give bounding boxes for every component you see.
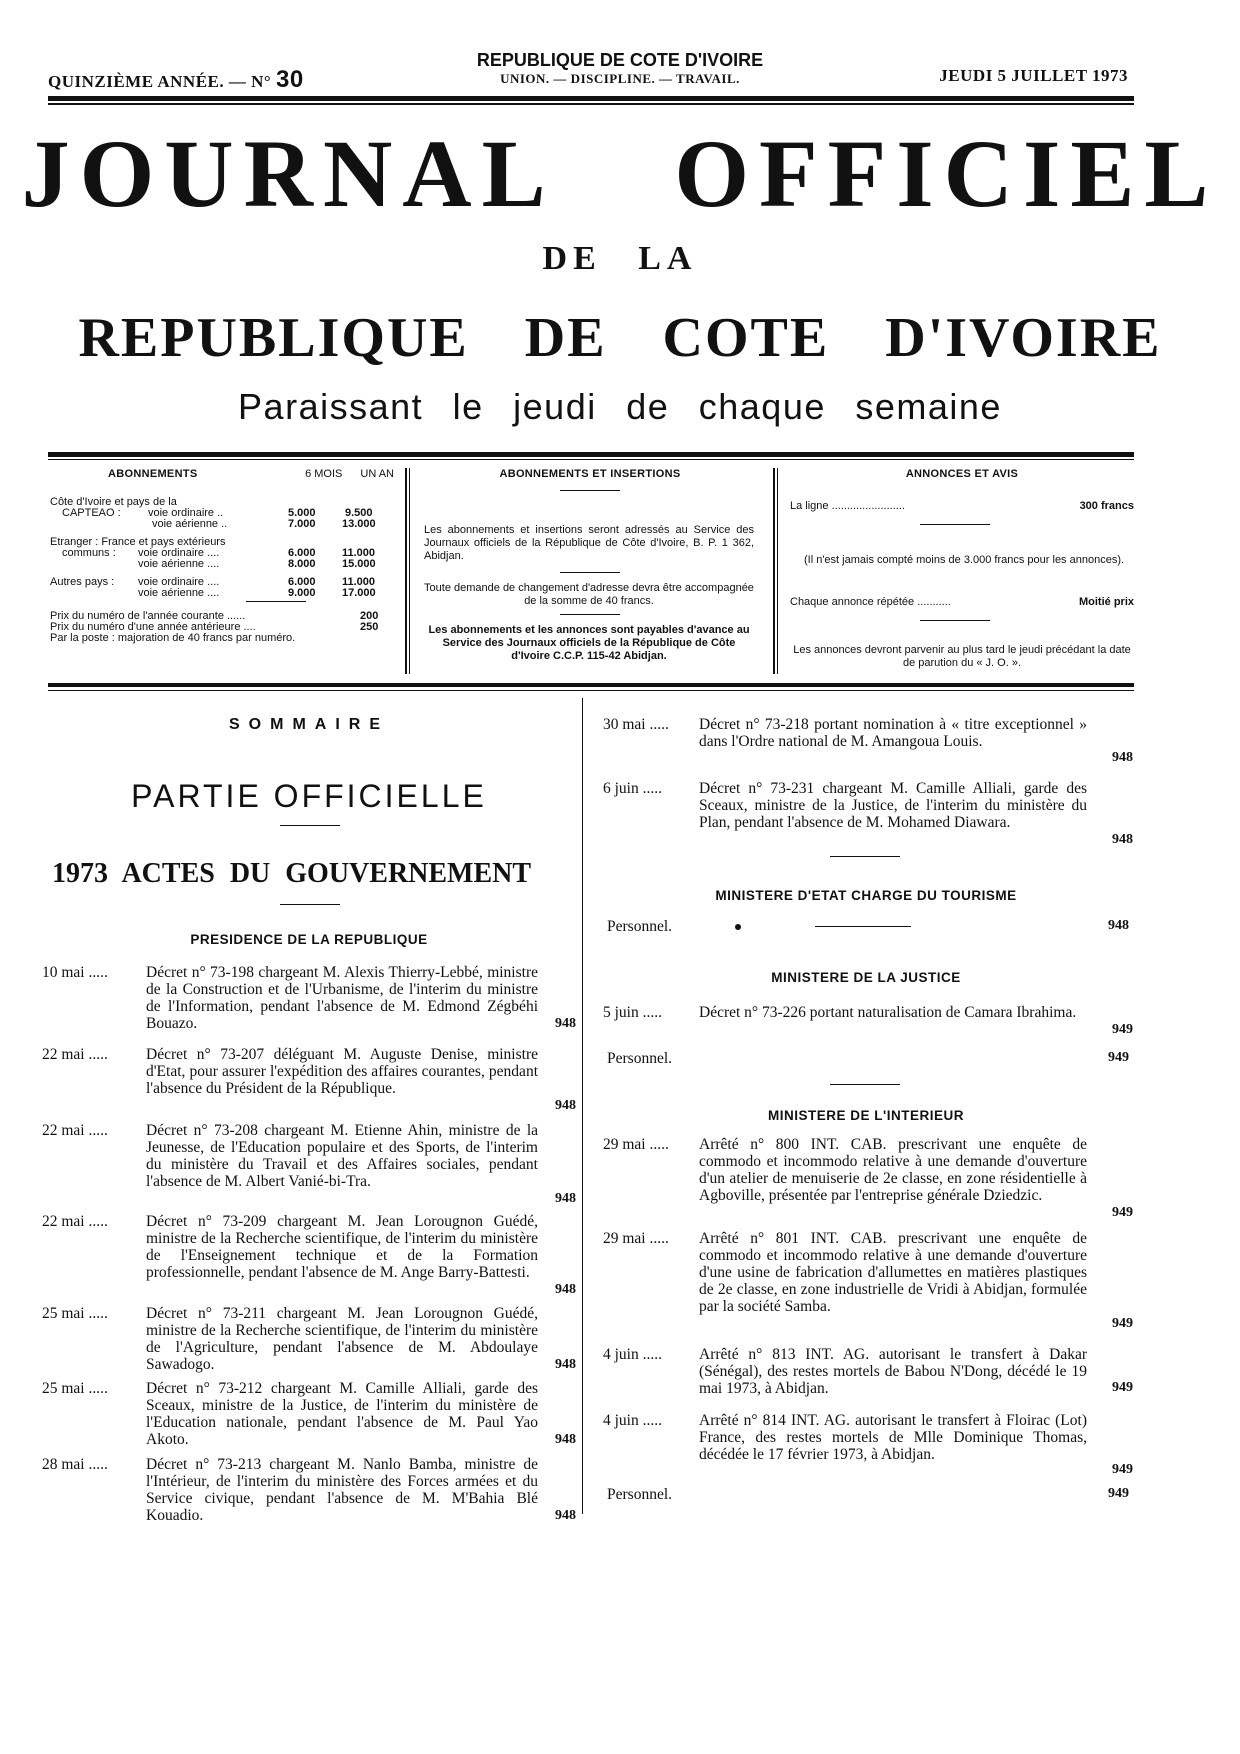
tourisme-personnel: Personnel. bbox=[607, 918, 673, 935]
motto: UNION. — DISCIPLINE. — TRAVAIL. bbox=[500, 71, 740, 86]
interieur-personnel-page: 949 bbox=[1108, 1486, 1129, 1501]
entry-text: Décret n° 73-226 portant naturalisation de Camara Ibrahima. bbox=[699, 1004, 1077, 1021]
annonces-panel bbox=[790, 468, 1134, 676]
post-note: Par la poste : majoration de 40 francs par numéro. bbox=[50, 632, 296, 644]
presidence-head: PRESIDENCE DE LA REPUBLIQUE bbox=[190, 932, 428, 947]
entry-page: 948 bbox=[555, 1191, 576, 1206]
tagline: Paraissant le jeudi de chaque semaine bbox=[238, 386, 1002, 427]
sommaire-entry bbox=[603, 1346, 1133, 1396]
price-2-label: Prix du numéro d'une année antérieure .... bbox=[50, 621, 256, 633]
minimum-note: (Il n'est jamais compté moins de 3.000 francs pour les annonces). bbox=[804, 554, 1125, 566]
divider bbox=[830, 856, 900, 857]
repeat-price: Moitié prix bbox=[1078, 596, 1134, 608]
tourisme-page: 948 bbox=[1108, 918, 1129, 933]
sommaire-entry bbox=[603, 1412, 1133, 1478]
repeat-label: Chaque annonce répétée ........... bbox=[790, 596, 951, 608]
entry-text: Arrêté n° 814 INT. AG. autorisant le transfert à Floirac (Lot) France, des restes mortels de Mlle Dominique Thomas, décédée le 17 février 1973, à Abidjan. bbox=[699, 1412, 1087, 1463]
entry-date: 4 juin ..... bbox=[603, 1412, 662, 1429]
divider bbox=[920, 620, 990, 621]
zone2-label: Etranger : France et pays extérieurs bbox=[50, 536, 226, 548]
divider bbox=[560, 572, 620, 573]
rate-5-label: voie ordinaire .... bbox=[138, 576, 220, 588]
divider bbox=[246, 601, 306, 602]
entry-date: 25 mai ..... bbox=[42, 1305, 108, 1322]
entry-date: 6 juin ..... bbox=[603, 780, 662, 797]
divider bbox=[560, 614, 620, 615]
box-divider-1 bbox=[405, 468, 407, 674]
divider bbox=[280, 825, 340, 826]
entry-page: 949 bbox=[1112, 1316, 1133, 1331]
divider bbox=[920, 524, 990, 525]
box-rule-bottom bbox=[48, 683, 1134, 687]
sommaire-title: SOMMAIRE bbox=[229, 716, 389, 733]
entry-text: Décret n° 73-211 chargeant M. Jean Lorougnon Guédé, ministre de la Recherche scientifique, de l'interim du ministère de l'Agriculture, pendant l'absence de M. Abdoulaye Sawadogo. bbox=[146, 1305, 538, 1373]
entry-page: 948 bbox=[555, 1016, 576, 1031]
col-6-months: 6 MOIS bbox=[305, 468, 343, 480]
justice-personnel: Personnel. bbox=[607, 1050, 673, 1067]
rate-4-label: voie aérienne .... bbox=[138, 558, 220, 570]
rate-5-1y: 11.000 bbox=[342, 576, 376, 588]
entry-date: 25 mai ..... bbox=[42, 1380, 108, 1397]
zone3-sub: Autres pays : bbox=[50, 576, 115, 588]
journal-title: JOURNAL OFFICIEL bbox=[21, 120, 1219, 227]
rate-3-6m: 6.000 bbox=[288, 547, 316, 559]
entry-page: 948 bbox=[555, 1432, 576, 1447]
bullet-icon bbox=[735, 924, 741, 930]
issue-date: JEUDI 5 JUILLET 1973 bbox=[939, 66, 1128, 85]
rate-6-6m: 9.000 bbox=[288, 587, 316, 599]
annonces-title: ANNONCES ET AVIS bbox=[905, 468, 1019, 480]
box-divider-2 bbox=[773, 468, 775, 674]
entry-date: 22 mai ..... bbox=[42, 1046, 108, 1063]
box-divider-2b bbox=[777, 468, 778, 674]
sommaire-entry bbox=[42, 1046, 576, 1114]
sommaire-entry bbox=[603, 1004, 1133, 1038]
rate-4-1y: 15.000 bbox=[342, 558, 376, 570]
zone2-sub: communs : bbox=[62, 547, 116, 559]
de-la: DE LA bbox=[542, 240, 698, 277]
partie-officielle: PARTIE OFFICIELLE bbox=[131, 778, 487, 814]
sommaire-entry bbox=[42, 964, 576, 1032]
entry-text: Décret n° 73-231 chargeant M. Camille Alliali, garde des Sceaux, ministre de la Justice, de l'interim du ministère du Plan, pendant l'absence de M. Mohamed Diawara. bbox=[699, 780, 1087, 831]
divider bbox=[830, 1084, 900, 1085]
entry-page: 949 bbox=[1112, 1462, 1133, 1477]
rate-5-6m: 6.000 bbox=[288, 576, 316, 588]
justice-head: MINISTERE DE LA JUSTICE bbox=[771, 970, 961, 985]
entry-date: 5 juin ..... bbox=[603, 1004, 662, 1021]
sommaire-entry bbox=[603, 780, 1133, 848]
entry-page: 948 bbox=[1112, 832, 1133, 847]
subscriptions-title: ABONNEMENTS bbox=[108, 468, 198, 480]
box-rule-top bbox=[48, 452, 1134, 457]
entry-page: 949 bbox=[1112, 1205, 1133, 1220]
box-rule-top-thin bbox=[48, 459, 1134, 460]
entry-date: 28 mai ..... bbox=[42, 1456, 108, 1473]
entry-date: 22 mai ..... bbox=[42, 1122, 108, 1139]
interieur-personnel: Personnel. bbox=[607, 1486, 673, 1503]
box-rule-bottom-thin bbox=[48, 690, 1134, 691]
entry-page: 948 bbox=[1112, 750, 1133, 765]
subscriptions-panel bbox=[50, 468, 400, 676]
rate-6-label: voie aérienne .... bbox=[138, 587, 220, 599]
entry-text: Décret n° 73-209 chargeant M. Jean Lorougnon Guédé, ministre de la Recherche scientifique, de l'interim du ministère de l'Enseignement technique et de la Formation professionnelle, pendant l'absence de M. Ange Barry-Battesti. bbox=[146, 1213, 538, 1281]
rate-1-1y: 9.500 bbox=[345, 507, 373, 519]
deadline-note: Les annonces devront parvenir au plus tard le jeudi précédant la date de parution du « J. O. ». bbox=[793, 644, 1131, 669]
tourisme-head: MINISTERE D'ETAT CHARGE DU TOURISME bbox=[715, 888, 1017, 903]
rate-1-6m: 5.000 bbox=[288, 507, 316, 519]
rate-3-1y: 11.000 bbox=[342, 547, 376, 559]
year-label: QUINZIÈME ANNÉE. — N° bbox=[48, 72, 272, 91]
rate-2-6m: 7.000 bbox=[288, 518, 316, 530]
zone1-label: Côte d'Ivoire et pays de la bbox=[50, 496, 177, 508]
justice-personnel-page: 949 bbox=[1108, 1050, 1129, 1065]
entry-text: Décret n° 73-208 chargeant M. Etienne Ahin, ministre de la Jeunesse, de l'Education populaire et des Sports, de l'interim du ministère du Travail et des Affaires sociales, pendant l'absence de M. Albert Vanié-bi-Tra. bbox=[146, 1122, 538, 1190]
divider bbox=[560, 490, 620, 491]
sommaire-entry bbox=[42, 1456, 576, 1524]
entry-date: 29 mai ..... bbox=[603, 1230, 669, 1247]
entry-text: Décret n° 73-213 chargeant M. Nanlo Bamba, ministre de l'Intérieur, de l'interim du ministère des Forces armées et du Service civique, pendant l'absence de M. M'Bahia Blé Kouadio. bbox=[146, 1456, 538, 1524]
price-1-label: Prix du numéro de l'année courante ...... bbox=[50, 610, 246, 622]
column-divider bbox=[582, 698, 583, 1514]
sommaire-entry bbox=[603, 1136, 1133, 1221]
sommaire-entry bbox=[42, 1213, 576, 1298]
rate-2-1y: 13.000 bbox=[342, 518, 376, 530]
issue-number: 30 bbox=[275, 66, 304, 93]
republic-name: REPUBLIQUE DE COTE D'IVOIRE bbox=[476, 50, 764, 70]
entry-text: Arrêté n° 813 INT. AG. autorisant le transfert à Dakar (Sénégal), des restes mortels de Babou N'Dong, décédé le 19 mai 1973, à Abidjan. bbox=[699, 1346, 1087, 1397]
entry-text: Décret n° 73-212 chargeant M. Camille Alliali, garde des Sceaux, ministre de la Justice, de l'interim du ministère de l'Education nationale, pendant l'absence de M. Paul Yao Akoto. bbox=[146, 1380, 538, 1448]
sommaire-entry bbox=[42, 1122, 576, 1207]
entry-text: Décret n° 73-198 chargeant M. Alexis Thierry-Lebbé, ministre de la Construction et de l'Urbanisme, de l'interim du ministre de l'Information, pendant l'absence de M. Edmond Zégbéhi Bouazo. bbox=[146, 964, 538, 1032]
entry-text: Décret n° 73-207 déléguant M. Auguste Denise, ministre d'Etat, pour assurer l'expédition des affaires courantes, pendant l'absence du Président de la République. bbox=[146, 1046, 538, 1097]
issue-info bbox=[48, 66, 304, 94]
entry-date: 30 mai ..... bbox=[603, 716, 669, 733]
entry-page: 949 bbox=[1112, 1022, 1133, 1037]
insertions-address-change: Toute demande de changement d'adresse devra être accompagnée de la somme de 40 francs. bbox=[424, 582, 754, 607]
header-rule-top bbox=[48, 96, 1134, 101]
price-2: 250 bbox=[360, 621, 379, 633]
entry-page: 948 bbox=[555, 1508, 576, 1523]
entry-date: 4 juin ..... bbox=[603, 1346, 662, 1363]
divider bbox=[815, 926, 911, 927]
sommaire-entry bbox=[603, 1230, 1133, 1332]
col-1-year: UN AN bbox=[360, 468, 394, 480]
interieur-head: MINISTERE DE L'INTERIEUR bbox=[768, 1108, 964, 1123]
divider bbox=[280, 904, 340, 905]
insertions-title: ABONNEMENTS ET INSERTIONS bbox=[499, 468, 681, 480]
insertions-address: Les abonnements et insertions seront adressés au Service des Journaux officiels de la République de Côte d'Ivoire, B. P. 1 362, Abidjan. bbox=[424, 524, 754, 562]
sommaire-entry bbox=[42, 1305, 576, 1373]
entry-text: Arrêté n° 801 INT. CAB. prescrivant une enquête de commodo et incommodo relative à une demande d'ouverture d'une usine de fabrication d'allumettes en matières plastiques de 2e classe, en zone industrielle de Vridi à Abidjan, formulée par la société Samba. bbox=[699, 1230, 1087, 1315]
republic-header bbox=[440, 50, 800, 87]
zone1-sub: CAPTEAO : bbox=[62, 507, 121, 519]
country-title: REPUBLIQUE DE COTE D'IVOIRE bbox=[78, 307, 1162, 369]
insertions-panel bbox=[420, 468, 760, 676]
rate-3-label: voie ordinaire .... bbox=[138, 547, 220, 559]
rate-6-1y: 17.000 bbox=[342, 587, 376, 599]
price-1: 200 bbox=[360, 610, 379, 622]
insertions-payment: Les abonnements et les annonces sont payables d'avance au Service des Journaux officiels de la République de Côte d'Ivoire C.C.P. 115-42 Abidjan. bbox=[428, 624, 750, 662]
entry-text: Décret n° 73-218 portant nomination à « titre exceptionnel » dans l'Ordre national de M. Amangoua Louis. bbox=[699, 716, 1087, 750]
header-rule-bottom bbox=[48, 103, 1134, 105]
entry-text: Arrêté n° 800 INT. CAB. prescrivant une enquête de commodo et incommodo relative à une demande d'ouverture d'un atelier de menuiserie de 2e classe, en zone résidentielle à Agboville, présentée par l'entreprise générale Dziedzic. bbox=[699, 1136, 1087, 1204]
ligne-label: La ligne ........................ bbox=[790, 500, 905, 512]
sommaire-entry bbox=[603, 716, 1133, 766]
entry-date: 29 mai ..... bbox=[603, 1136, 669, 1153]
entry-page: 949 bbox=[1112, 1380, 1133, 1395]
actes-title: 1973 ACTES DU GOUVERNEMENT bbox=[52, 858, 532, 889]
entry-page: 948 bbox=[555, 1098, 576, 1113]
entry-page: 948 bbox=[555, 1282, 576, 1297]
box-divider-1b bbox=[409, 468, 410, 674]
sommaire-entry bbox=[42, 1380, 576, 1448]
rate-4-6m: 8.000 bbox=[288, 558, 316, 570]
entry-page: 948 bbox=[555, 1357, 576, 1372]
entry-date: 10 mai ..... bbox=[42, 964, 108, 981]
entry-date: 22 mai ..... bbox=[42, 1213, 108, 1230]
ligne-price: 300 francs bbox=[1079, 500, 1134, 512]
rate-2-label: voie aérienne .. bbox=[152, 518, 228, 530]
rate-1-label: voie ordinaire .. bbox=[148, 507, 224, 519]
